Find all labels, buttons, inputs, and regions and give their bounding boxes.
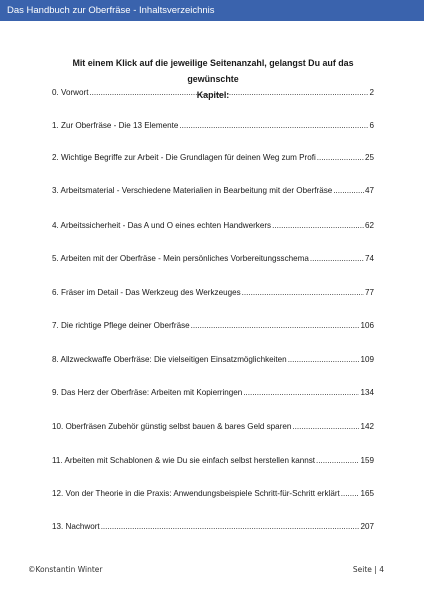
toc-entry-title: 9. Das Herz der Oberfräse: Arbeiten mit Kopierringen [52,388,243,397]
toc-entry-4[interactable] [52,220,374,232]
toc-page-link[interactable]: 106 [360,321,374,330]
toc-entry-title: 5. Arbeiten mit der Oberfräse - Mein persönliches Vorbereitungsschema [52,254,309,263]
toc-leader-dots [89,87,368,99]
toc-entry-11[interactable] [52,455,374,467]
toc-entry-title: 3. Arbeitsmaterial - Verschiedene Materialien in Bearbeitung mit der Oberfräse [52,186,333,195]
toc-leader-dots [317,152,364,164]
document-header-bar [0,0,424,21]
toc-entry-title: 11. Arbeiten mit Schablonen & wie Du sie einfach selbst herstellen kannst [52,456,316,465]
toc-entry-8[interactable] [52,354,374,366]
toc-entry-0[interactable] [52,87,374,99]
toc-leader-dots [242,287,364,299]
toc-leader-dots [333,185,364,197]
header-title: Das Handbuch zur Oberfräse - Inhaltsverzeichnis [7,5,215,16]
toc-leader-dots [316,455,359,467]
toc-entry-13[interactable] [52,521,374,533]
toc-entry-6[interactable] [52,287,374,299]
toc-entry-2[interactable] [52,152,374,164]
toc-entry-9[interactable] [52,387,374,399]
toc-entry-12[interactable] [52,488,374,500]
toc-page-link[interactable]: 6 [369,121,374,130]
toc-entry-title: 10. Oberfräsen Zubehör günstig selbst bauen & bares Geld sparen [52,422,292,431]
toc-entry-title: 0. Vorwort [52,88,89,97]
toc-entry-title: 13. Nachwort [52,522,100,531]
toc-page-link[interactable]: 207 [360,522,374,531]
toc-page-link[interactable]: 2 [369,88,374,97]
intro-line-2: Kapitel: [196,90,230,100]
toc-page-link[interactable]: 109 [360,355,374,364]
toc-entry-title: 8. Allzweckwaffe Oberfräse: Die vielseitigen Einsatzmöglichkeiten [52,355,287,364]
toc-page-link[interactable]: 62 [364,221,374,230]
toc-entry-title: 12. Von der Theorie in die Praxis: Anwendungsbeispiele Schritt-für-Schritt erklärt [52,489,340,498]
toc-entry-title: 2. Wichtige Begriffe zur Arbeit - Die Grundlagen für deinen Weg zum Profi [52,153,316,162]
toc-entry-title: 7. Die richtige Pflege deiner Oberfräse [52,321,190,330]
toc-entry-5[interactable] [52,253,374,265]
toc-page-link[interactable]: 142 [360,422,374,431]
toc-page-link[interactable]: 134 [360,388,374,397]
footer-author: ©Konstantin Winter [28,565,103,574]
toc-page-link[interactable]: 159 [360,456,374,465]
footer-page-number: Seite | 4 [352,565,384,574]
toc-entry-title: 4. Arbeitssicherheit - Das A und O eines echten Handwerkers [52,221,272,230]
toc-page-link[interactable]: 77 [364,288,374,297]
toc-entry-10[interactable] [52,421,374,433]
toc-leader-dots [292,421,359,433]
toc-leader-dots [101,521,360,533]
toc-leader-dots [191,320,360,332]
toc-leader-dots [179,120,368,132]
toc-leader-dots [288,354,360,366]
toc-leader-dots [272,220,364,232]
toc-page-link[interactable]: 165 [360,489,374,498]
toc-page-link[interactable]: 74 [364,254,374,263]
toc-entry-3[interactable] [52,185,374,197]
toc-leader-dots [243,387,359,399]
toc-page-link[interactable]: 47 [364,186,374,195]
toc-entry-1[interactable] [52,120,374,132]
intro-line-1: Mit einem Klick auf die jeweilige Seitenanzahl, gelangst Du auf das gewünschte [72,58,354,84]
toc-leader-dots [310,253,364,265]
toc-leader-dots [341,488,360,500]
toc-entry-title: 6. Fräser im Detail - Das Werkzeug des Werkzeuges [52,288,241,297]
toc-page-link[interactable]: 25 [364,153,374,162]
toc-entry-title: 1. Zur Oberfräse - Die 13 Elemente [52,121,179,130]
toc-entry-7[interactable] [52,320,374,332]
